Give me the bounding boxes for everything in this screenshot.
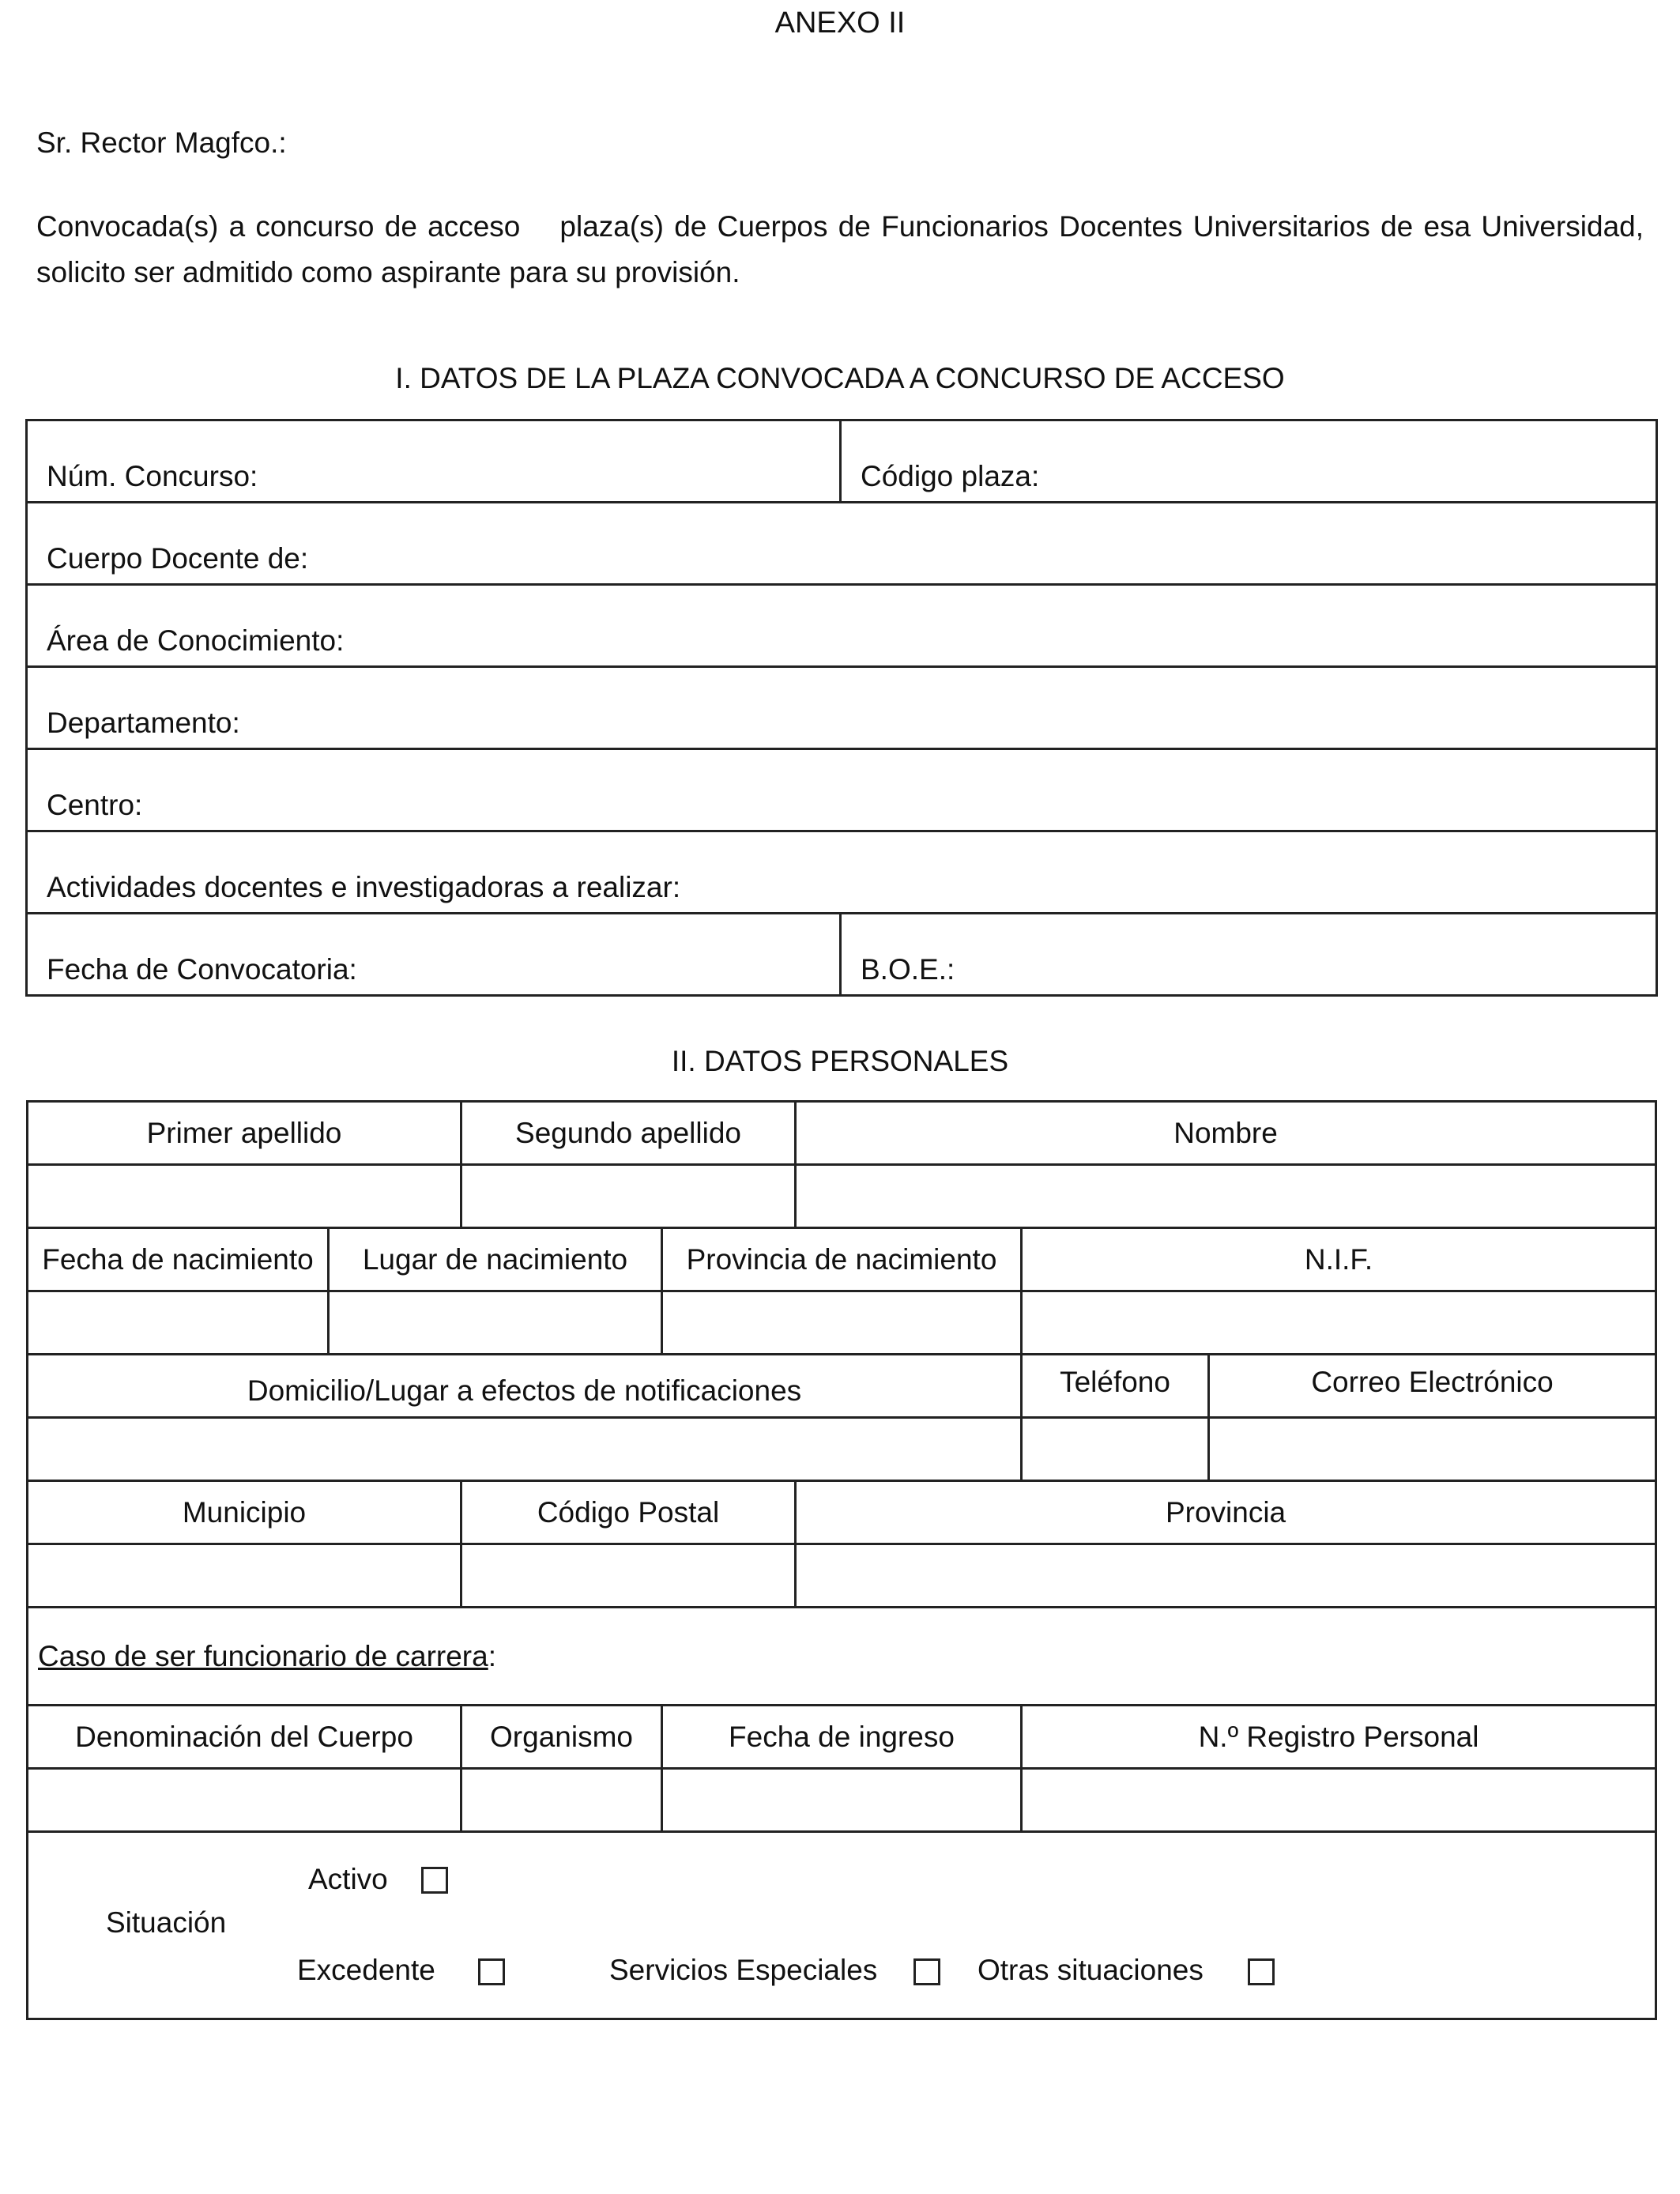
centro-field[interactable] — [27, 749, 1657, 831]
intro-paragraph — [36, 204, 1644, 296]
domicilio-header: Domicilio/Lugar a efectos de notificaciones — [28, 1355, 1022, 1418]
primer-apellido-input[interactable] — [28, 1165, 461, 1228]
intro-part1: Convocada(s) a concurso de acceso — [36, 210, 521, 243]
nombre-input[interactable] — [796, 1165, 1656, 1228]
lugar-nacimiento-input[interactable] — [329, 1291, 662, 1355]
codigo-plaza-label: Código plaza: — [861, 460, 1040, 492]
centro-label: Centro: — [47, 789, 143, 821]
denominacion-input[interactable] — [28, 1769, 461, 1832]
provincia-nacimiento-header: Provincia de nacimiento — [662, 1228, 1022, 1291]
actividades-label: Actividades docentes e investigadoras a realizar: — [47, 871, 681, 903]
document-title: ANEXO II — [774, 6, 906, 40]
telefono-header: Teléfono — [1022, 1355, 1209, 1418]
situacion-row — [28, 1832, 1656, 2019]
num-concurso-label: Núm. Concurso: — [47, 460, 258, 492]
caso-funcionario-row — [28, 1608, 1656, 1706]
caso-funcionario-label: Caso de ser funcionario de carrera — [38, 1639, 488, 1672]
departamento-label: Departamento: — [47, 707, 240, 739]
boe-label: B.O.E.: — [861, 953, 955, 986]
num-concurso-field[interactable] — [27, 420, 841, 503]
personal-table — [26, 1100, 1657, 2020]
servicios-especiales-checkbox[interactable] — [913, 1958, 940, 1985]
provincia-input[interactable] — [796, 1544, 1656, 1608]
cuerpo-docente-field[interactable] — [27, 503, 1657, 585]
departamento-field[interactable] — [27, 667, 1657, 749]
fecha-ingreso-input[interactable] — [662, 1769, 1022, 1832]
segundo-apellido-input[interactable] — [461, 1165, 796, 1228]
primer-apellido-header: Primer apellido — [28, 1102, 461, 1165]
area-field[interactable] — [27, 585, 1657, 667]
situacion-label: Situación — [106, 1906, 227, 1939]
segundo-apellido-header: Segundo apellido — [461, 1102, 796, 1165]
intro-part2: plaza(s) de Cuerpos de Funcionarios Docentes Universitarios de esa Universidad, solicito ser admitido como aspirante para su provisión. — [36, 210, 1644, 288]
excedente-checkbox[interactable] — [478, 1958, 505, 1985]
lugar-nacimiento-header: Lugar de nacimiento — [329, 1228, 662, 1291]
boe-field[interactable] — [841, 914, 1657, 996]
fecha-convocatoria-field[interactable] — [27, 914, 841, 996]
actividades-field[interactable] — [27, 831, 1657, 914]
plaza-table — [25, 419, 1658, 997]
codigo-plaza-field[interactable] — [841, 420, 1657, 503]
fecha-ingreso-header: Fecha de ingreso — [662, 1706, 1022, 1769]
otras-situaciones-checkbox[interactable] — [1248, 1958, 1275, 1985]
codigo-postal-header: Código Postal — [461, 1481, 796, 1544]
section2-title: II. DATOS PERSONALES — [671, 1045, 1009, 1077]
caso-funcionario-colon: : — [488, 1639, 496, 1672]
fecha-nacimiento-input[interactable] — [28, 1291, 329, 1355]
organismo-input[interactable] — [461, 1769, 662, 1832]
registro-header: N.º Registro Personal — [1022, 1706, 1656, 1769]
salutation: Sr. Rector Magfco.: — [36, 126, 287, 159]
fecha-nacimiento-header: Fecha de nacimiento — [28, 1228, 329, 1291]
correo-header: Correo Electrónico — [1209, 1355, 1656, 1418]
organismo-header: Organismo — [461, 1706, 662, 1769]
provincia-header: Provincia — [796, 1481, 1656, 1544]
denominacion-header: Denominación del Cuerpo — [28, 1706, 461, 1769]
cuerpo-docente-label: Cuerpo Docente de: — [47, 542, 309, 575]
nif-input[interactable] — [1022, 1291, 1656, 1355]
telefono-input[interactable] — [1022, 1418, 1209, 1481]
section1-title: I. DATOS DE LA PLAZA CONVOCADA A CONCURSO DE ACCESO — [395, 362, 1285, 394]
registro-input[interactable] — [1022, 1769, 1656, 1832]
nombre-header: Nombre — [796, 1102, 1656, 1165]
fecha-convocatoria-label: Fecha de Convocatoria: — [47, 953, 357, 986]
servicios-especiales-label: Servicios Especiales — [609, 1954, 878, 1986]
codigo-postal-input[interactable] — [461, 1544, 796, 1608]
otras-situaciones-label: Otras situaciones — [977, 1954, 1203, 1986]
municipio-header: Municipio — [28, 1481, 461, 1544]
activo-label: Activo — [308, 1863, 388, 1895]
nif-header: N.I.F. — [1022, 1228, 1656, 1291]
excedente-label: Excedente — [297, 1954, 435, 1986]
correo-input[interactable] — [1209, 1418, 1656, 1481]
municipio-input[interactable] — [28, 1544, 461, 1608]
domicilio-input[interactable] — [28, 1418, 1022, 1481]
area-label: Área de Conocimiento: — [47, 624, 345, 657]
provincia-nacimiento-input[interactable] — [662, 1291, 1022, 1355]
activo-checkbox[interactable] — [421, 1867, 448, 1894]
